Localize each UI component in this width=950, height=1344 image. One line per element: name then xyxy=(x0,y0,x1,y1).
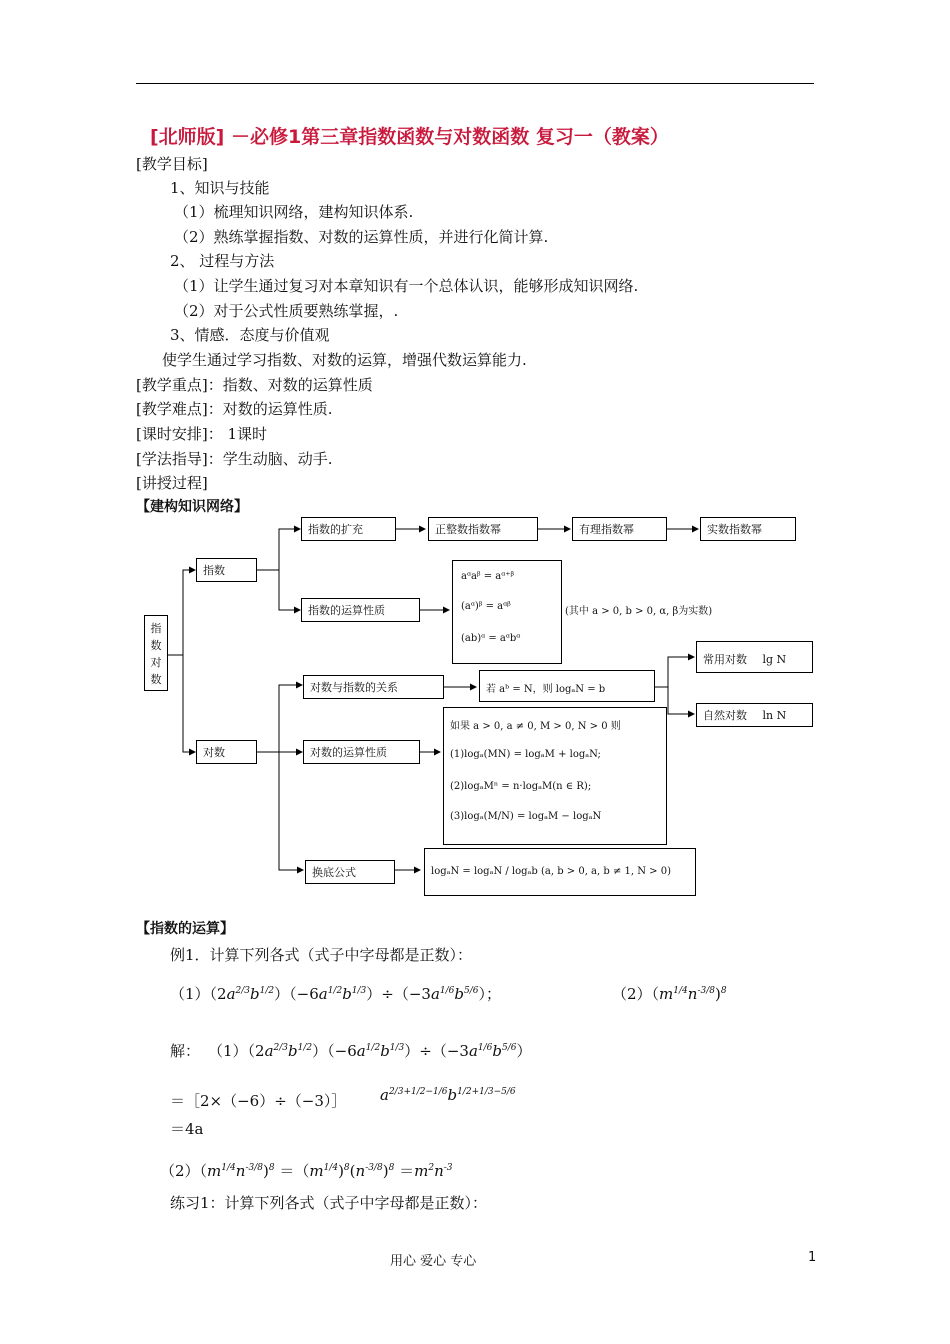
node-changyong xyxy=(696,641,813,673)
objective-2a: （1）让学生通过复习对本章知识有一个总体认识，能够形成知识网络. xyxy=(174,277,639,295)
network-heading: 【建构知识网络】 xyxy=(136,499,248,515)
ziran-label: 自然对数 xyxy=(703,709,747,722)
node-root xyxy=(144,615,168,691)
exp-rules-box xyxy=(452,560,562,664)
solution-2-expr: $(2)(m^{1/4}n^{-3/8})^8 =(m^{1/4})^8(n^{-3/8})^8 =m^2n^{-3}$ xyxy=(160,1162,453,1180)
exp-rule-2: (aᵅ)ᵝ = aᵅᵝ xyxy=(461,601,511,612)
exp-rule-1: aᵅaᵝ = aᵅ⁺ᵝ xyxy=(461,571,515,582)
page-title: [北师版] －必修1第三章指数函数与对数函数 复习一（教案） xyxy=(150,126,669,148)
node-shishu: 实数指数幂 xyxy=(700,517,796,541)
node-zhengshu: 正整数指数幂 xyxy=(428,517,538,541)
guidance: [学法指导]：学生动脑、动手. xyxy=(136,450,333,468)
result: ＝4a xyxy=(170,1120,204,1138)
example-1-expr: $(1)(2a^{2/3}b^{1/2})(-6a^{1/2}b^{1/3})\div(-3a^{1/6}b^{5/6})$； xyxy=(170,985,502,1003)
result-exponent: $a^{2/3+1/2-1/6}b^{1/2+1/3-5/6}$ xyxy=(380,1086,516,1104)
changyong-label: 常用对数 xyxy=(703,653,747,666)
exercise-heading: 【指数的运算】 xyxy=(136,921,234,937)
objectives-heading: [教学目标] xyxy=(136,155,208,173)
practice-1: 练习1：计算下列各式（式子中字母都是正数）： xyxy=(170,1194,488,1212)
page-number: 1 xyxy=(808,1250,817,1265)
node-root-label: 指数对数 xyxy=(150,622,162,686)
objective-3a: 使学生通过学习指数、对数的运算，增强代数运算能力. xyxy=(162,351,527,369)
huandi-rule: logₐN = logₐN / logₐb (a, b > 0, a, b ≠ 1, N > 0) xyxy=(431,866,671,877)
objective-1a: （1）梳理知识网络，建构知识体系. xyxy=(174,203,414,221)
objective-2b: （2）对于公式性质要熟练掌握，. xyxy=(174,302,399,320)
node-ziran xyxy=(696,703,813,727)
objective-3: 3、情感．态度与价值观 xyxy=(170,326,330,344)
difficulty: [教学难点]：对数的运算性质. xyxy=(136,400,333,418)
log-rule-1: (1)logₐ(MN) = logₐM + logₐN; xyxy=(450,749,601,760)
objective-2: 2、 过程与方法 xyxy=(170,252,275,270)
solution-label: 解： xyxy=(170,1042,201,1060)
node-duishu: 对数 xyxy=(196,740,257,764)
exp-condition: (其中 a > 0, b > 0, α, β为实数) xyxy=(565,606,713,617)
objective-1: 1、知识与技能 xyxy=(170,179,270,197)
result-line: ＝［2×（−6）÷（−3）］ xyxy=(170,1092,347,1110)
process: [讲授过程] xyxy=(136,474,208,492)
huandi-rule-box xyxy=(424,848,696,896)
footer-center: 用心 爱心 专心 xyxy=(390,1254,477,1269)
schedule: [课时安排]： 1课时 xyxy=(136,425,268,443)
changyong-formula: lg N xyxy=(762,653,787,666)
objective-1b: （2）熟练掌握指数、对数的运算性质，并进行化简计算. xyxy=(174,228,549,246)
exp-rule-3: (ab)ᵅ = aᵅbᵅ xyxy=(461,633,521,644)
node-duishu-xingzhi: 对数的运算性质 xyxy=(303,740,420,764)
guanxi-rule: 若 aᵇ = N，则 logₐN = b xyxy=(486,684,606,695)
node-zhishu-xingzhi: 指数的运算性质 xyxy=(301,598,420,622)
log-rule-2: (2)logₐMⁿ = n·logₐM(n ∈ R); xyxy=(450,781,592,792)
solution-expr: $(1)(2a^{2/3}b^{1/2})(-6a^{1/2}b^{1/3})\div(-3a^{1/6}b^{5/6})$ xyxy=(208,1042,532,1060)
log-rules-box xyxy=(443,707,667,845)
key-point: [教学重点]：指数、对数的运算性质 xyxy=(136,376,373,394)
example-1: 例1．计算下列各式（式子中字母都是正数）： xyxy=(170,946,473,964)
node-youli: 有理指数幂 xyxy=(572,517,667,541)
example-2-expr: $(2)(m^{1/4}n^{-3/8})^8$ xyxy=(612,985,727,1003)
ziran-formula: ln N xyxy=(762,709,787,722)
node-guanxi: 对数与指数的关系 xyxy=(303,675,444,699)
node-zhishu: 指数 xyxy=(196,558,257,582)
log-rule-3: (3)logₐ(M/N) = logₐM − logₐN xyxy=(450,811,602,822)
node-kuochong: 指数的扩充 xyxy=(301,517,396,541)
node-huandi: 换底公式 xyxy=(305,860,395,884)
guanxi-rule-box xyxy=(479,670,655,702)
log-condition: 如果 a > 0, a ≠ 0, M > 0, N > 0 则 xyxy=(450,721,621,732)
